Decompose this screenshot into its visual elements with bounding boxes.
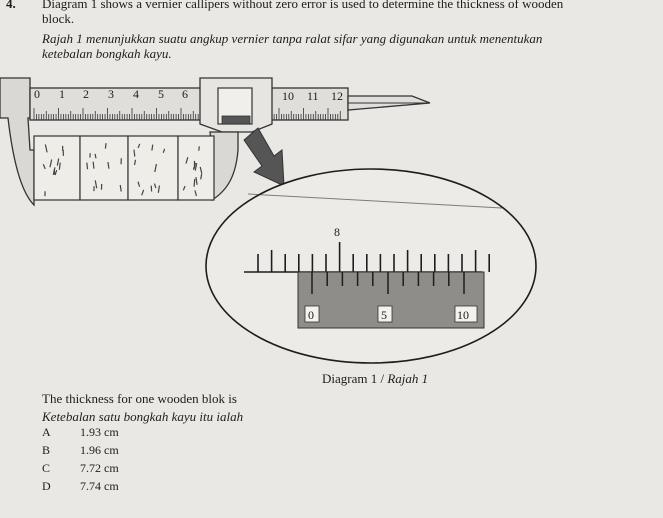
main-scale-label: 11 <box>307 89 319 103</box>
option-a[interactable] <box>42 425 119 440</box>
option-c[interactable] <box>42 461 119 476</box>
main-scale-label: 4 <box>133 87 139 101</box>
diagram-caption <box>322 371 428 387</box>
zoom-vernier-label: 10 <box>457 308 469 322</box>
question-intro-ms-line2: ketebalan bongkah kayu. <box>42 46 172 61</box>
question-intro-en-line2: block. <box>42 11 75 26</box>
main-scale-label: 3 <box>108 87 114 101</box>
caption-ms: Rajah 1 <box>387 371 429 386</box>
option-letter: B <box>42 443 51 457</box>
zoom-arrow-icon <box>244 128 284 186</box>
question-intro-ms-line1: Rajah 1 menunjukkan suatu angkup vernier tanpa ralat sifar yang digunakan untuk menentukan <box>42 31 543 46</box>
option-letter: C <box>42 461 51 475</box>
option-text: 7.72 cm <box>80 461 119 475</box>
option-text: 1.96 cm <box>80 443 119 457</box>
zoom-main-label: 8 <box>334 225 340 239</box>
caliper-fixed-jaw <box>0 78 34 205</box>
option-text: 7.74 cm <box>80 479 119 493</box>
question-intro-en-line1: Diagram 1 shows a vernier callipers without zero error is used to determine the thickness of wooden <box>42 0 564 11</box>
zoom-vernier-label: 0 <box>308 308 314 322</box>
main-scale-label: 1 <box>59 87 65 101</box>
zoom-vernier-label: 5 <box>381 308 387 322</box>
question-prompt-ms: Ketebalan satu bongkah kayu itu ialah <box>42 409 244 424</box>
option-letter: A <box>42 425 51 439</box>
wooden-blocks <box>34 136 214 200</box>
option-letter: D <box>42 479 51 493</box>
option-text: 1.93 cm <box>80 425 119 439</box>
zoom-ellipse <box>206 169 536 363</box>
main-scale-label: 12 <box>331 89 343 103</box>
question-number: 4. <box>6 0 16 11</box>
main-scale-label: 2 <box>83 87 89 101</box>
option-d[interactable] <box>42 479 119 494</box>
main-scale-label: 0 <box>34 87 40 101</box>
caption-en: Diagram 1 / <box>322 371 388 386</box>
question-prompt-en: The thickness for one wooden blok is <box>42 391 237 406</box>
main-scale-label: 10 <box>282 89 294 103</box>
main-scale-label: 5 <box>158 87 164 101</box>
main-scale-label: 6 <box>182 87 188 101</box>
option-b[interactable] <box>42 443 119 458</box>
